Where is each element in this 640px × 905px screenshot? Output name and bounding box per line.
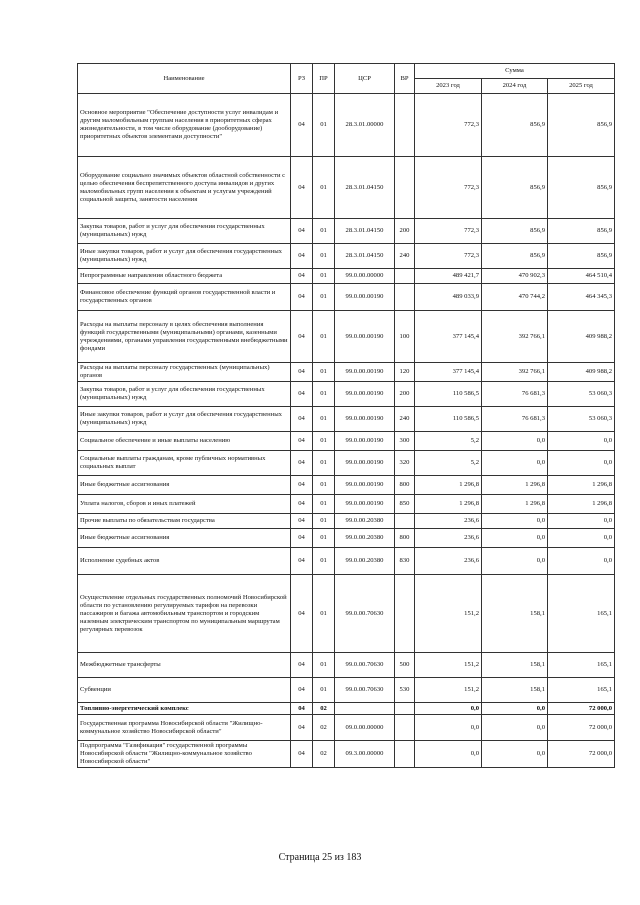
row-2025: 856,9 [548,219,615,244]
row-2023: 1 296,8 [415,495,482,514]
table-row [78,269,615,284]
row-2025: 53 060,3 [548,407,615,432]
row-rz: 04 [291,495,313,514]
row-2025: 72 000,0 [548,741,615,768]
row-2025: 0,0 [548,548,615,575]
table-row [78,244,615,269]
row-2023: 772,3 [415,219,482,244]
row-vr [395,157,415,219]
row-rz: 04 [291,476,313,495]
table-body [78,94,615,768]
row-vr [395,284,415,311]
header-csr: ЦСР [335,64,395,94]
row-vr: 800 [395,476,415,495]
row-2024: 158,1 [482,653,548,678]
header-name: Наименование [78,64,291,94]
row-rz: 04 [291,219,313,244]
row-rz: 04 [291,703,313,715]
table-row [78,284,615,311]
row-2024: 856,9 [482,219,548,244]
row-2023: 236,6 [415,529,482,548]
row-2023: 772,3 [415,157,482,219]
header-year-2024: 2024 год [482,79,548,94]
row-2023: 0,0 [415,741,482,768]
table-row [78,311,615,363]
row-vr: 830 [395,548,415,575]
row-csr: 99.0.00.00190 [335,432,395,451]
row-csr: 99.0.00.00190 [335,451,395,476]
row-csr: 99.0.00.20380 [335,548,395,575]
row-pr: 01 [313,94,335,157]
row-2023: 1 296,8 [415,476,482,495]
row-csr: 28.3.01.04150 [335,244,395,269]
row-vr: 240 [395,407,415,432]
row-csr: 09.3.00.00000 [335,741,395,768]
row-2024: 158,1 [482,678,548,703]
row-name: Осуществление отдельных государственных полномочий Новосибирской области по установлению регулируемых тарифов на перевозки пассажиров и багажа автомобильным транспортом и городским наземным электрическим транспортом по муниципальным маршрутам регулярных перевозок [78,575,291,653]
row-name: Иные бюджетные ассигнования [78,529,291,548]
row-pr: 01 [313,284,335,311]
row-rz: 04 [291,575,313,653]
row-2023: 5,2 [415,432,482,451]
row-csr: 99.0.00.20380 [335,529,395,548]
row-rz: 04 [291,284,313,311]
row-2023: 236,6 [415,514,482,529]
table-row [78,548,615,575]
row-csr: 99.0.00.00190 [335,382,395,407]
header-year-2025: 2025 год [548,79,615,94]
table-row [78,514,615,529]
row-vr: 500 [395,653,415,678]
table-row [78,476,615,495]
table-row [78,382,615,407]
row-vr [395,575,415,653]
row-pr: 01 [313,529,335,548]
row-name: Исполнение судебных актов [78,548,291,575]
row-2025: 0,0 [548,451,615,476]
row-vr: 300 [395,432,415,451]
row-csr: 28.3.01.04150 [335,219,395,244]
header-sum: Сумма [415,64,615,79]
row-2024: 76 681,3 [482,382,548,407]
row-rz: 04 [291,529,313,548]
row-2025: 409 988,2 [548,311,615,363]
row-rz: 04 [291,407,313,432]
row-name: Социальное обеспечение и иные выплаты населению [78,432,291,451]
row-rz: 04 [291,157,313,219]
row-2024: 1 296,8 [482,476,548,495]
row-pr: 01 [313,678,335,703]
table-row [78,715,615,741]
row-vr: 200 [395,382,415,407]
table-row [78,529,615,548]
row-name: Расходы на выплаты персоналу государственных (муниципальных) органов [78,363,291,382]
row-pr: 01 [313,451,335,476]
row-2025: 464 345,3 [548,284,615,311]
row-2025: 856,9 [548,244,615,269]
header-rz: РЗ [291,64,313,94]
table-row [78,363,615,382]
row-name: Иные закупки товаров, работ и услуг для обеспечения государственных (муниципальных) нужд [78,244,291,269]
table-row [78,219,615,244]
row-2025: 1 296,8 [548,495,615,514]
table-row [78,432,615,451]
row-name: Государственная программа Новосибирской области "Жилищно-коммунальное хозяйство Новосибирской области" [78,715,291,741]
row-2023: 0,0 [415,715,482,741]
row-pr: 01 [313,514,335,529]
row-rz: 04 [291,94,313,157]
row-csr: 28.3.01.04150 [335,157,395,219]
row-csr: 99.0.00.00190 [335,363,395,382]
row-2025: 464 510,4 [548,269,615,284]
row-csr [335,703,395,715]
row-pr: 01 [313,311,335,363]
row-2024: 0,0 [482,703,548,715]
row-2024: 0,0 [482,432,548,451]
row-rz: 04 [291,244,313,269]
table-row [78,157,615,219]
row-name: Уплата налогов, сборов и иных платежей [78,495,291,514]
row-name: Социальные выплаты гражданам, кроме публичных нормативных социальных выплат [78,451,291,476]
row-vr: 320 [395,451,415,476]
table-row [78,741,615,768]
table-row [78,407,615,432]
table-row [78,495,615,514]
row-vr [395,703,415,715]
row-csr: 99.0.00.00190 [335,495,395,514]
row-2023: 0,0 [415,703,482,715]
table-row [78,653,615,678]
budget-table [77,63,615,768]
row-2024: 392 766,1 [482,311,548,363]
row-rz: 04 [291,678,313,703]
row-2024: 1 296,8 [482,495,548,514]
row-2023: 772,3 [415,244,482,269]
row-csr: 99.0.00.70630 [335,678,395,703]
row-rz: 04 [291,382,313,407]
header-year-2023: 2023 год [415,79,482,94]
row-pr: 01 [313,653,335,678]
row-2023: 489 033,9 [415,284,482,311]
row-2024: 470 744,2 [482,284,548,311]
row-csr: 99.0.00.00190 [335,284,395,311]
row-csr: 28.3.01.00000 [335,94,395,157]
row-name: Иные бюджетные ассигнования [78,476,291,495]
row-pr: 01 [313,407,335,432]
row-pr: 02 [313,741,335,768]
row-2023: 110 586,5 [415,382,482,407]
row-name: Закупка товаров, работ и услуг для обеспечения государственных (муниципальных) нужд [78,219,291,244]
row-2025: 856,9 [548,94,615,157]
page-number: Страница 25 из 183 [278,852,362,863]
row-vr: 800 [395,529,415,548]
row-name: Основное мероприятие "Обеспечение доступности услуг инвалидам и другим маломобильным группам населения в приоритетных сферах жизнедеятельности, в том числе оборудование (дооборудование) приоритетных объектов элементами доступности" [78,94,291,157]
row-2025: 165,1 [548,575,615,653]
row-pr: 01 [313,363,335,382]
row-csr: 99.0.00.70630 [335,653,395,678]
row-2023: 772,3 [415,94,482,157]
row-2025: 72 000,0 [548,703,615,715]
row-vr [395,269,415,284]
row-vr: 120 [395,363,415,382]
row-2025: 0,0 [548,529,615,548]
row-name: Межбюджетные трансферты [78,653,291,678]
row-2025: 165,1 [548,653,615,678]
row-rz: 04 [291,715,313,741]
row-rz: 04 [291,451,313,476]
row-rz: 04 [291,432,313,451]
table-row [78,451,615,476]
table-row [78,575,615,653]
row-rz: 04 [291,514,313,529]
row-rz: 04 [291,363,313,382]
row-name: Закупка товаров, работ и услуг для обеспечения государственных (муниципальных) нужд [78,382,291,407]
table-row [78,703,615,715]
row-pr: 02 [313,703,335,715]
row-pr: 01 [313,157,335,219]
row-2023: 5,2 [415,451,482,476]
row-vr [395,514,415,529]
row-csr: 99.0.00.00190 [335,311,395,363]
row-pr: 02 [313,715,335,741]
row-2023: 151,2 [415,653,482,678]
row-name: Прочие выплаты по обязательствам государства [78,514,291,529]
row-rz: 04 [291,269,313,284]
table-header [78,64,615,94]
row-2024: 0,0 [482,548,548,575]
row-vr: 530 [395,678,415,703]
row-rz: 04 [291,741,313,768]
row-2025: 165,1 [548,678,615,703]
row-pr: 01 [313,575,335,653]
row-pr: 01 [313,548,335,575]
row-2024: 856,9 [482,94,548,157]
row-2023: 489 421,7 [415,269,482,284]
row-2024: 0,0 [482,715,548,741]
row-2024: 0,0 [482,529,548,548]
row-2023: 377 145,4 [415,311,482,363]
row-pr: 01 [313,495,335,514]
row-2024: 0,0 [482,741,548,768]
header-vr: ВР [395,64,415,94]
row-pr: 01 [313,432,335,451]
row-2024: 856,9 [482,244,548,269]
row-2024: 158,1 [482,575,548,653]
table-row [78,94,615,157]
row-2025: 0,0 [548,432,615,451]
row-2025: 856,9 [548,157,615,219]
row-name: Оборудование социально значимых объектов областной собственности с целью обеспечения беспрепятственного доступа инвалидов и других маломобильных групп населения к объектам и услугам учреждений социальной защиты, занятости населения [78,157,291,219]
row-csr: 99.0.00.00000 [335,269,395,284]
row-pr: 01 [313,382,335,407]
row-csr: 99.0.00.00190 [335,407,395,432]
row-name: Подпрограмма "Газификация" государственной программы Новосибирской области "Жилищно-коммунальное хозяйство Новосибирской области" [78,741,291,768]
row-2023: 110 586,5 [415,407,482,432]
row-pr: 01 [313,269,335,284]
row-2024: 76 681,3 [482,407,548,432]
row-2024: 856,9 [482,157,548,219]
row-rz: 04 [291,311,313,363]
row-vr: 850 [395,495,415,514]
row-rz: 04 [291,653,313,678]
row-name: Финансовое обеспечение функций органов государственной власти и государственных органов [78,284,291,311]
row-name: Топливно-энергетический комплекс [78,703,291,715]
row-2024: 392 766,1 [482,363,548,382]
row-2025: 0,0 [548,514,615,529]
row-2024: 470 902,3 [482,269,548,284]
row-name: Непрограммные направления областного бюджета [78,269,291,284]
header-pr: ПР [313,64,335,94]
row-2024: 0,0 [482,451,548,476]
row-vr [395,741,415,768]
row-rz: 04 [291,548,313,575]
row-csr: 09.0.00.00000 [335,715,395,741]
row-2025: 72 000,0 [548,715,615,741]
row-csr: 99.0.00.00190 [335,476,395,495]
row-2025: 409 988,2 [548,363,615,382]
row-pr: 01 [313,476,335,495]
row-2023: 377 145,4 [415,363,482,382]
row-csr: 99.0.00.70630 [335,575,395,653]
row-pr: 01 [313,244,335,269]
row-2025: 53 060,3 [548,382,615,407]
row-vr [395,715,415,741]
row-pr: 01 [313,219,335,244]
row-name: Субвенции [78,678,291,703]
row-name: Расходы на выплаты персоналу в целях обеспечения выполнения функций государственными (муниципальными) органами, казенными учреждениями, органами управления государственными внебюджетными фондами [78,311,291,363]
row-vr: 240 [395,244,415,269]
row-vr: 100 [395,311,415,363]
row-vr: 200 [395,219,415,244]
row-name: Иные закупки товаров, работ и услуг для обеспечения государственных (муниципальных) нужд [78,407,291,432]
table-row [78,678,615,703]
row-2023: 151,2 [415,678,482,703]
row-vr [395,94,415,157]
row-2024: 0,0 [482,514,548,529]
row-2023: 151,2 [415,575,482,653]
row-2025: 1 296,8 [548,476,615,495]
row-csr: 99.0.00.20380 [335,514,395,529]
row-2023: 236,6 [415,548,482,575]
